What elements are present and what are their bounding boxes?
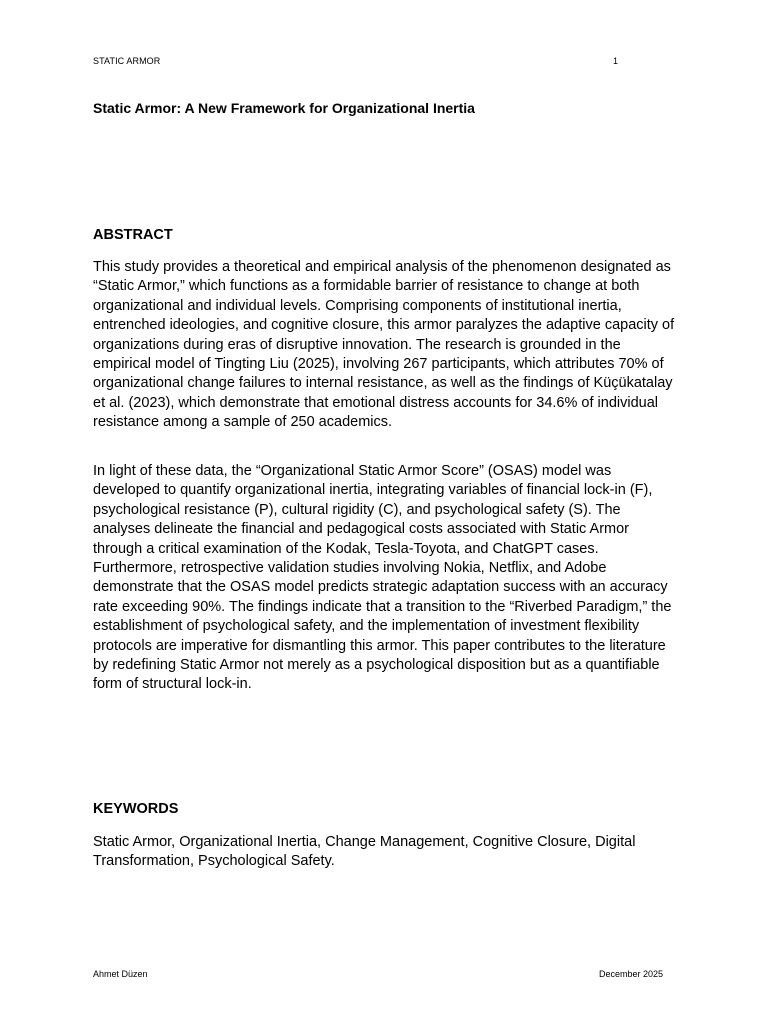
abstract-heading: ABSTRACT: [93, 227, 173, 243]
page-number: 1: [613, 56, 619, 66]
footer-date: December 2025: [599, 969, 664, 979]
abstract-paragraph-2: In light of these data, the “Organizational Static Armor Score” (OSAS) model was developed to quantify organizational inertia, integrating variables of financial lock-in (F), psychological resistance (P), cultural rigidity (C), and psychological safety (S). The analyses delineate the financial and pedagogical costs associated with Static Armor through a critical examination of the Kodak, Tesla-Toyota, and ChatGPT cases. Furthermore, retrospective validation studies involving Nokia, Netflix, and Adobe demonstrate that the OSAS model predicts strategic adaptation success with an accuracy rate exceeding 90%. The findings indicate that a transition to the “Riverbed Paradigm,” the establishment of psychological safety, and the implementation of investment flexibility protocols are imperative for dismantling this armor. This paper contributes to the literature by redefining Static Armor not merely as a psychological disposition but as a quantifiable form of structural lock-in.: [93, 463, 672, 693]
paper-title: Static Armor: A New Framework for Organizational Inertia: [93, 100, 475, 116]
abstract-paragraph-1: This study provides a theoretical and empirical analysis of the phenomenon designated as “Static Armor,” which functions as a formidable barrier of resistance to change at both organizational and individual levels. Comprising components of institutional inertia, entrenched ideologies, and cognitive closure, this armor paralyzes the adaptive capacity of organizations during eras of disruptive innovation. The research is grounded in the empirical model of Tingting Liu (2025), involving 267 participants, which attributes 70% of organizational change failures to internal resistance, as well as the findings of Küçükatalay et al. (2023), which demonstrate that emotional distress accounts for 34.6% of individual resistance among a sample of 250 academics.: [93, 259, 675, 431]
keywords-heading: KEYWORDS: [93, 801, 179, 817]
footer-author: Ahmet Düzen: [93, 969, 148, 979]
running-head: STATIC ARMOR: [93, 56, 161, 66]
keywords-text: Static Armor, Organizational Inertia, Change Management, Cognitive Closure, Digital Transformation, Psychological Safety.: [93, 834, 636, 870]
